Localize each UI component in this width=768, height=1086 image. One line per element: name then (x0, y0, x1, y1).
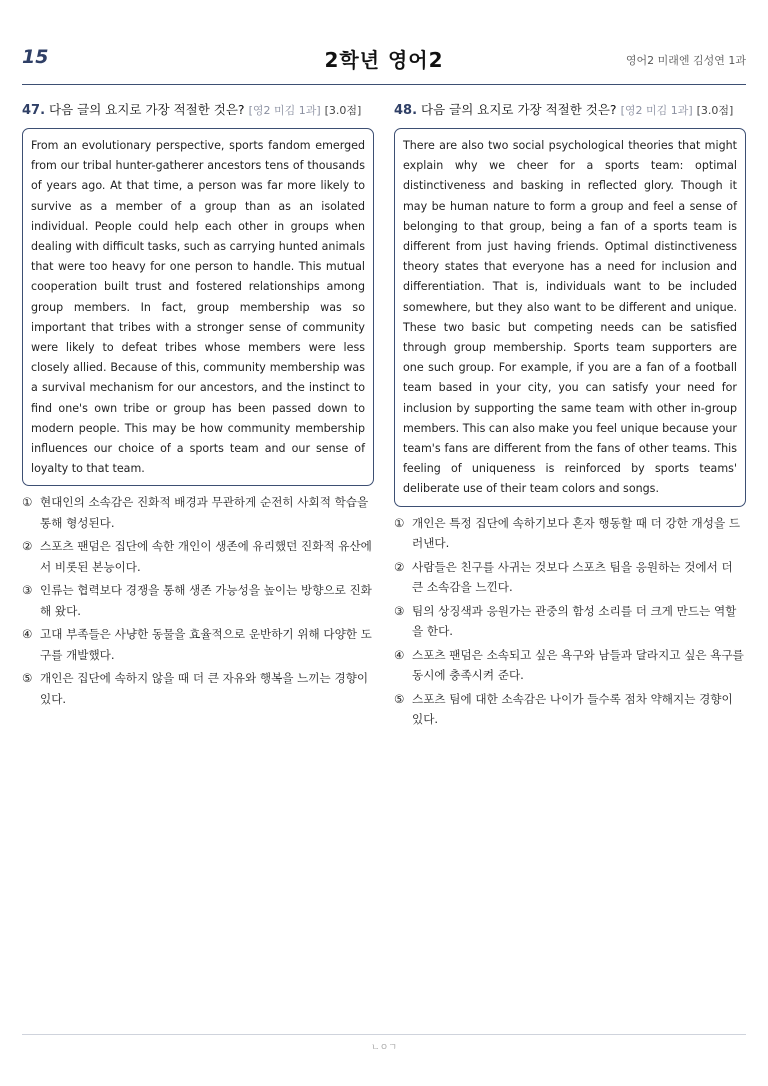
choice-1[interactable] (394, 513, 746, 554)
choice-5[interactable] (394, 689, 746, 730)
question-header (22, 100, 374, 120)
choice-text: 고대 부족들은 사냥한 동물을 효율적으로 운반하기 위해 다양한 도구를 개발했다. (40, 627, 372, 662)
choice-mark: ① (394, 515, 405, 530)
choice-mark: ③ (22, 583, 33, 598)
choice-3[interactable] (22, 580, 374, 621)
page-number: 15 (22, 46, 49, 68)
choice-text: 팀의 상징색과 응원가는 관중의 함성 소리를 더 크게 만드는 역할을 한다. (412, 603, 737, 639)
choice-mark: ③ (394, 603, 405, 618)
choice-text: 스포츠 팀에 대한 소속감은 나이가 들수록 점차 약해지는 경향이 있다. (412, 691, 733, 727)
question-prompt: 다음 글의 요지로 가장 적절한 것은? (49, 102, 245, 117)
choice-mark: ② (394, 559, 405, 574)
choice-text: 개인은 집단에 속하지 않을 때 더 큰 자유와 행복을 느끼는 경향이 있다. (40, 671, 369, 706)
answer-choices (22, 492, 374, 709)
passage-box: There are also two social psychological theories that might explain why we cheer for a sports team: optimal distinctiveness and basking in reflected glory. Though it may be human nature to form a group and feel a sense of belonging to that group, being a fan of a sports team is different from just having friends. Optimal distinctiveness theory states that everyone has a need for inclusion and differentiation. That is, individuals want to be included somewhere, but they also want to be different and unique. These two basic but competing needs can be satisfied through group membership. Sports team supporters are one such group. For example, if you are a fan of a football team based in your city, you can satisfy your need for inclusion by supporting the same team with other in-group members. This can also make you feel unique because your team's fans are different from the fans of other teams. This feeling of uniqueness is reinforced by sports teams' deliberate use of their team colors and songs. (394, 128, 746, 507)
question-47 (22, 100, 374, 712)
question-points: [3.0점] (696, 104, 734, 117)
document-meta: 영어2 미래엔 김성연 1과 (625, 54, 746, 67)
choice-text: 사람들은 친구를 사귀는 것보다 스포츠 팀을 응원하는 것에서 더 큰 소속감을 느낀다. (412, 559, 733, 595)
question-number: 47. (22, 103, 46, 118)
choice-4[interactable] (22, 624, 374, 665)
question-prompt: 다음 글의 요지로 가장 적절한 것은? (421, 102, 617, 117)
answer-choices (394, 513, 746, 730)
document-title: 2학년 영어2 (324, 48, 444, 72)
choice-5[interactable] (22, 668, 374, 709)
question-number: 48. (394, 103, 418, 118)
footer-text: ㄴㅇㄱ (370, 1043, 398, 1053)
choice-mark: ④ (394, 647, 405, 662)
choice-2[interactable] (394, 557, 746, 598)
choice-mark: ① (22, 495, 33, 510)
choice-text: 현대인의 소속감은 진화적 배경과 무관하게 순전히 사회적 학습을 통해 형성된다. (40, 495, 369, 530)
choice-1[interactable] (22, 492, 374, 533)
choice-mark: ⑤ (22, 671, 33, 686)
question-48 (394, 100, 746, 733)
question-points: [3.0점] (324, 104, 362, 117)
choice-text: 개인은 특정 집단에 속하기보다 혼자 행동할 때 더 강한 개성을 드러낸다. (412, 515, 741, 551)
passage-box: From an evolutionary perspective, sports fandom emerged from our tribal hunter-gatherer ancestors tens of thousands of years ago. At that time, a person was far more likely to survive as a member of a group than as an isolated individual. People could help each other in groups when dealing with difficult tasks, such as carrying hunted animals that were too heavy for one person to handle. This mutual cooperation built trust and fostered relationships among group members. In fact, group membership was so important that tribes with a stronger sense of community were likely to defeat tribes whose members were less closely allied. Because of this, community membership was a survival mechanism for our ancestors, and the instinct to find one's own tribe or group has been passed down to modern people. This may be how community membership influences our choice of a sports team and our sense of loyalty to that team. (22, 128, 374, 486)
choice-mark: ⑤ (394, 691, 405, 706)
choice-4[interactable] (394, 645, 746, 686)
choice-text: 스포츠 팬덤은 집단에 속한 개인이 생존에 유리했던 진화적 유산에서 비롯된 본능이다. (40, 539, 372, 574)
choice-text: 인류는 협력보다 경쟁을 통해 생존 가능성을 높이는 방향으로 진화해 왔다. (40, 583, 372, 618)
choice-mark: ② (22, 539, 33, 554)
footer-divider (22, 1034, 746, 1035)
page-header (22, 44, 746, 85)
question-source: [영2 미김 1과] (620, 104, 693, 117)
choice-3[interactable] (394, 601, 746, 642)
choice-text: 스포츠 팬덤은 소속되고 싶은 욕구와 남들과 달라지고 싶은 욕구를 동시에 충족시켜 준다. (412, 647, 744, 683)
choice-mark: ④ (22, 627, 33, 642)
question-source: [영2 미김 1과] (248, 104, 321, 117)
question-header (394, 100, 746, 120)
choice-2[interactable] (22, 536, 374, 577)
